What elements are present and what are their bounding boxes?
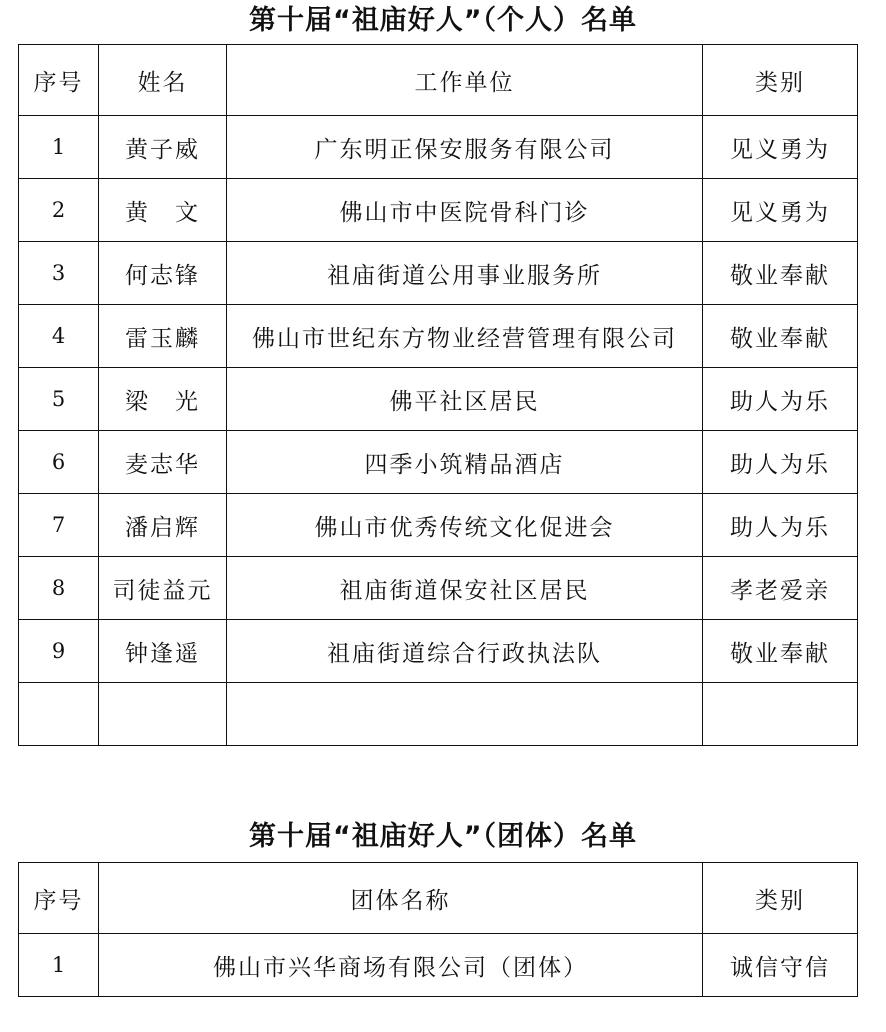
row-name: 何志锋 bbox=[99, 242, 227, 305]
table-row bbox=[19, 305, 858, 368]
individual-honoree-table bbox=[18, 44, 858, 746]
row-unit: 祖庙街道综合行政执法队 bbox=[227, 620, 703, 683]
row-name bbox=[99, 683, 227, 746]
group-honoree-table bbox=[18, 862, 858, 997]
row-category: 敬业奉献 bbox=[703, 620, 858, 683]
table-row bbox=[19, 494, 858, 557]
header-index: 序号 bbox=[19, 863, 99, 934]
row-category bbox=[703, 683, 858, 746]
row-index: 7 bbox=[19, 494, 99, 557]
row-category: 见义勇为 bbox=[703, 179, 858, 242]
row-unit: 祖庙街道公用事业服务所 bbox=[227, 242, 703, 305]
row-index: 1 bbox=[19, 116, 99, 179]
row-name: 雷玉麟 bbox=[99, 305, 227, 368]
row-group-name: 佛山市兴华商场有限公司（团体） bbox=[99, 934, 703, 997]
row-category: 见义勇为 bbox=[703, 116, 858, 179]
table-row bbox=[19, 242, 858, 305]
row-index: 3 bbox=[19, 242, 99, 305]
row-index: 2 bbox=[19, 179, 99, 242]
row-unit: 佛山市中医院骨科门诊 bbox=[227, 179, 703, 242]
table-row bbox=[19, 431, 858, 494]
group-list-title: 第十届“祖庙好人”（团体）名单 bbox=[249, 821, 637, 852]
individual-list-title: 第十届“祖庙好人”（个人）名单 bbox=[249, 5, 637, 36]
table-row bbox=[19, 557, 858, 620]
row-index: 8 bbox=[19, 557, 99, 620]
table-header-row bbox=[19, 863, 858, 934]
row-index: 4 bbox=[19, 305, 99, 368]
row-unit: 广东明正保安服务有限公司 bbox=[227, 116, 703, 179]
header-group-name: 团体名称 bbox=[99, 863, 703, 934]
header-index: 序号 bbox=[19, 45, 99, 116]
empty-table-row bbox=[19, 683, 858, 746]
header-unit: 工作单位 bbox=[227, 45, 703, 116]
row-category: 助人为乐 bbox=[703, 368, 858, 431]
table-row bbox=[19, 179, 858, 242]
row-category: 敬业奉献 bbox=[703, 305, 858, 368]
table-row bbox=[19, 368, 858, 431]
row-category: 孝老爱亲 bbox=[703, 557, 858, 620]
row-index bbox=[19, 683, 99, 746]
row-unit bbox=[227, 683, 703, 746]
row-unit: 四季小筑精品酒店 bbox=[227, 431, 703, 494]
row-index: 5 bbox=[19, 368, 99, 431]
row-index: 9 bbox=[19, 620, 99, 683]
row-category: 敬业奉献 bbox=[703, 242, 858, 305]
table-row bbox=[19, 116, 858, 179]
row-unit: 佛平社区居民 bbox=[227, 368, 703, 431]
header-name: 姓名 bbox=[99, 45, 227, 116]
row-index: 6 bbox=[19, 431, 99, 494]
table-row bbox=[19, 620, 858, 683]
row-name: 黄子威 bbox=[99, 116, 227, 179]
header-category: 类别 bbox=[703, 45, 858, 116]
row-unit: 佛山市世纪东方物业经营管理有限公司 bbox=[227, 305, 703, 368]
row-index: 1 bbox=[19, 934, 99, 997]
row-unit: 祖庙街道保安社区居民 bbox=[227, 557, 703, 620]
table-row bbox=[19, 934, 858, 997]
row-category: 诚信守信 bbox=[703, 934, 858, 997]
row-name: 钟逢遥 bbox=[99, 620, 227, 683]
row-name: 麦志华 bbox=[99, 431, 227, 494]
row-category: 助人为乐 bbox=[703, 431, 858, 494]
row-name: 潘启辉 bbox=[99, 494, 227, 557]
row-name: 黄 文 bbox=[99, 179, 227, 242]
row-category: 助人为乐 bbox=[703, 494, 858, 557]
table-header-row bbox=[19, 45, 858, 116]
row-unit: 佛山市优秀传统文化促进会 bbox=[227, 494, 703, 557]
header-category: 类别 bbox=[703, 863, 858, 934]
row-name: 梁 光 bbox=[99, 368, 227, 431]
row-name: 司徒益元 bbox=[99, 557, 227, 620]
